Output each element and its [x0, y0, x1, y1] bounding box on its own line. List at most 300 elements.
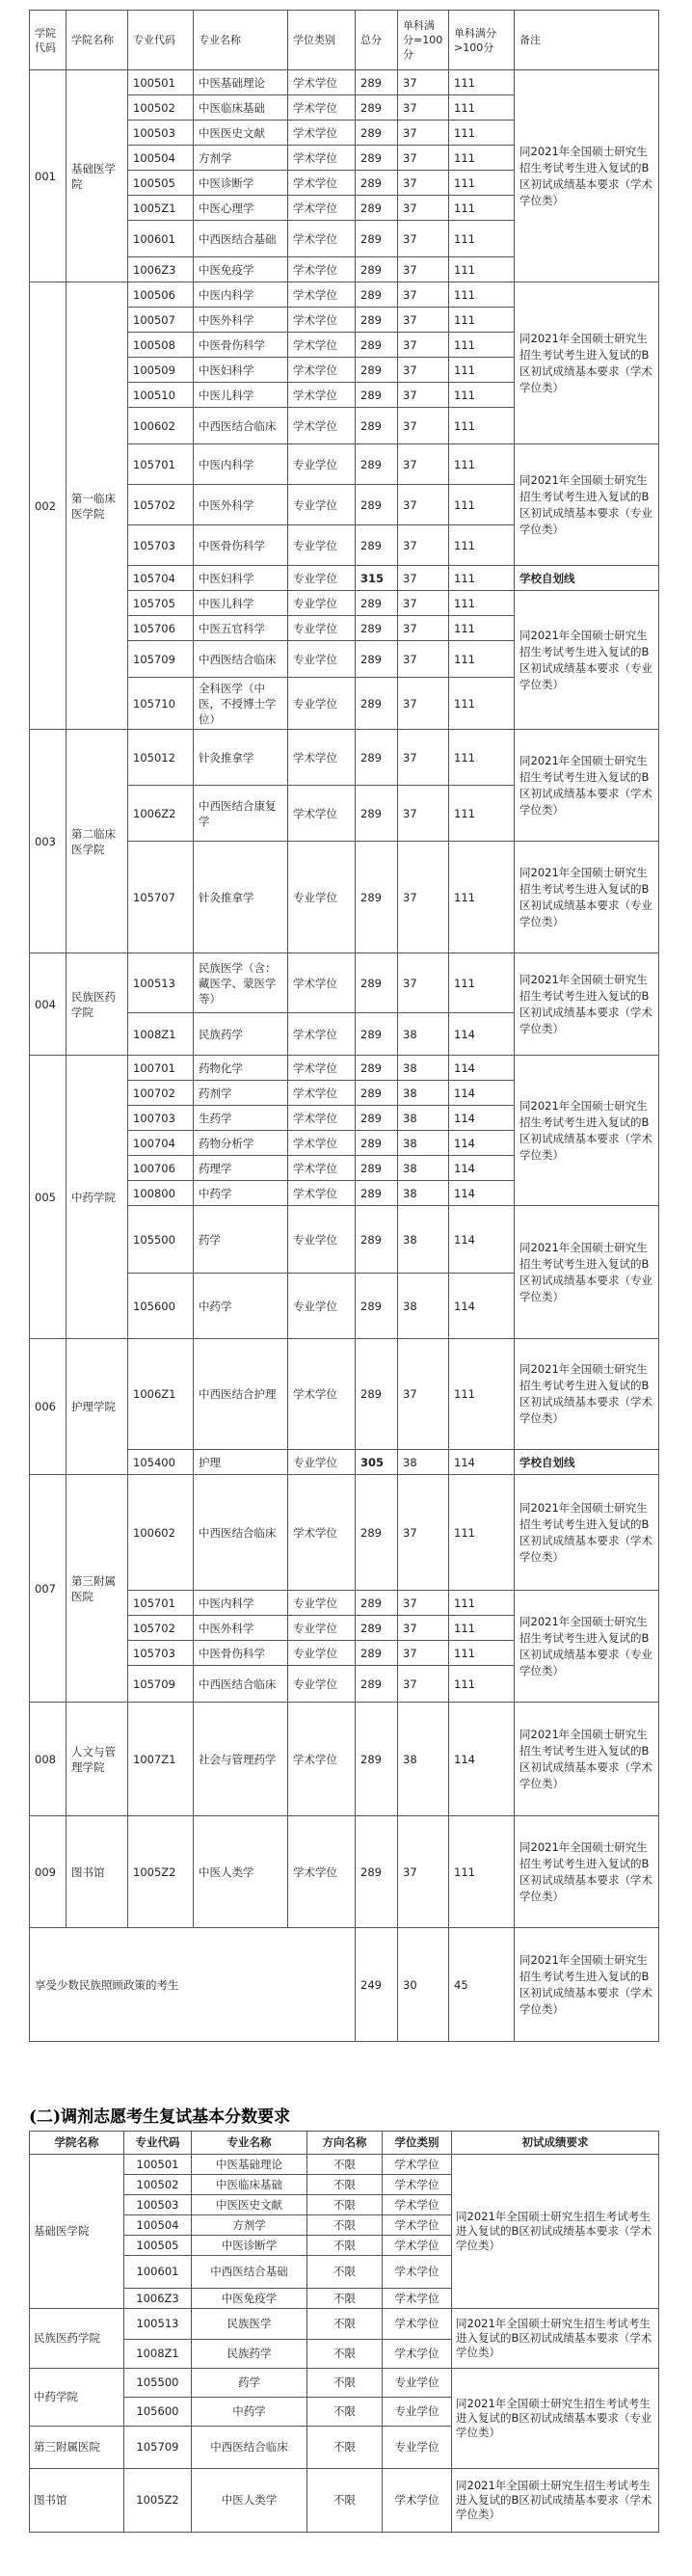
total-score: 289	[356, 1816, 398, 1928]
score-requirement: 同2021年全国硕士研究生招生考试考生进入复试的B区初试成绩基本要求（学术学位类）	[452, 2155, 659, 2309]
score-table-adjustment	[29, 2131, 659, 2533]
single-score-over-100: 111	[449, 842, 515, 953]
degree-type: 专业学位	[288, 525, 356, 566]
major-code: 100507	[128, 308, 194, 333]
major-name: 中西医结合护理	[194, 1339, 288, 1450]
major-code: 1005Z2	[124, 2469, 192, 2533]
total-score: 289	[356, 282, 398, 308]
major-name: 中医骨伤科学	[194, 333, 288, 358]
degree-type: 学术学位	[288, 1475, 356, 1591]
single-score-100: 37	[398, 566, 449, 591]
admission-score-table	[29, 10, 658, 2063]
header-degree-type: 学位类别	[288, 11, 356, 70]
major-code: 105704	[128, 566, 194, 591]
degree-type: 学术学位	[288, 171, 356, 196]
major-name: 方剂学	[194, 146, 288, 171]
total-score: 289	[356, 196, 398, 221]
college-name: 中药学院	[67, 1056, 128, 1339]
score-table-main	[29, 10, 659, 2042]
major-code: 100513	[124, 2309, 192, 2340]
major-code: 105709	[128, 1666, 194, 1703]
degree-type: 专业学位	[383, 2369, 452, 2398]
total-score: 289	[356, 641, 398, 678]
remark-self-line: 学校自划线	[515, 566, 659, 591]
single-score-100: 37	[398, 171, 449, 196]
single-score-100: 38	[398, 1056, 449, 1081]
direction: 不限	[307, 2195, 383, 2215]
total-score: 289	[356, 525, 398, 566]
remark: 同2021年全国硕士研究生招生考试考生进入复试的B区初试成绩基本要求（学术学位类）	[515, 70, 659, 282]
total-score: 289	[356, 1274, 398, 1339]
single-score-over-100: 111	[449, 70, 515, 95]
college-code: 001	[30, 70, 67, 282]
direction: 不限	[307, 2175, 383, 2195]
major-name: 民族医学	[192, 2309, 307, 2340]
total-score: 289	[356, 1339, 398, 1450]
score-requirement: 同2021年全国硕士研究生招生考试考生进入复试的B区初试成绩基本要求（专业学位类）	[452, 2369, 659, 2469]
single-score-over-100: 114	[449, 1013, 515, 1056]
degree-type: 学术学位	[383, 2469, 452, 2533]
header-college: 学院名称	[30, 2132, 124, 2155]
college-code: 007	[30, 1475, 67, 1703]
major-name: 中医诊断学	[192, 2236, 307, 2256]
degree-type: 学术学位	[288, 1816, 356, 1928]
single-score-over-100: 111	[449, 308, 515, 333]
college-name: 基础医学院	[30, 2155, 124, 2309]
single-score-100: 37	[398, 95, 449, 121]
major-code: 105710	[128, 678, 194, 730]
major-code: 100704	[128, 1131, 194, 1156]
college-name: 人文与管理学院	[67, 1703, 128, 1816]
degree-type: 专业学位	[383, 2427, 452, 2469]
major-name: 全科医学（中医，不授博士学位）	[194, 678, 288, 730]
major-name: 中医妇科学	[194, 358, 288, 383]
degree-type: 专业学位	[288, 1666, 356, 1703]
degree-type: 学术学位	[288, 70, 356, 95]
header-major-code: 专业代码	[124, 2132, 192, 2155]
major-code: 100508	[128, 333, 194, 358]
degree-type: 专业学位	[288, 591, 356, 616]
degree-type: 学术学位	[288, 121, 356, 146]
single-score-over-100: 111	[449, 1591, 515, 1616]
college-code: 008	[30, 1703, 67, 1816]
degree-type: 学术学位	[288, 333, 356, 358]
major-code: 100502	[124, 2175, 192, 2195]
degree-type: 学术学位	[288, 1156, 356, 1181]
major-name: 中西医结合临床	[194, 408, 288, 444]
single-score-over-100: 111	[449, 333, 515, 358]
total-score: 289	[356, 383, 398, 408]
single-score-over-100: 114	[449, 1206, 515, 1274]
college-name: 民族医药学院	[67, 953, 128, 1056]
college-name: 民族医药学院	[30, 2309, 124, 2369]
major-name: 中医人类学	[194, 1816, 288, 1928]
single-score-100: 37	[398, 953, 449, 1013]
remark: 同2021年全国硕士研究生招生考试考生进入复试的B区初试成绩基本要求（学术学位类）	[515, 953, 659, 1056]
total-score: 289	[356, 444, 398, 485]
single-score-100: 37	[398, 786, 449, 842]
single-score-over-100: 111	[449, 282, 515, 308]
degree-type: 学术学位	[288, 408, 356, 444]
remark: 同2021年全国硕士研究生招生考试考生进入复试的B区初试成绩基本要求（专业学位类）	[515, 842, 659, 953]
total-score: 289	[356, 730, 398, 786]
single-score-over-100: 111	[449, 1616, 515, 1641]
major-name: 中医人类学	[192, 2469, 307, 2533]
major-code: 100703	[128, 1106, 194, 1131]
degree-type: 学术学位	[288, 1013, 356, 1056]
major-code: 105706	[128, 616, 194, 641]
direction: 不限	[307, 2289, 383, 2309]
single-score-over-100: 114	[449, 1131, 515, 1156]
college-code: 003	[30, 730, 67, 953]
degree-type: 学术学位	[288, 1056, 356, 1081]
single-score-over-100: 111	[449, 221, 515, 257]
total-score: 289	[356, 786, 398, 842]
single-score-100: 37	[398, 308, 449, 333]
college-name: 护理学院	[67, 1339, 128, 1475]
major-code: 100505	[124, 2236, 192, 2256]
single-score-100: 37	[398, 1816, 449, 1928]
major-code: 105600	[124, 2398, 192, 2427]
header-college-name: 学院名称	[67, 11, 128, 70]
total-score: 289	[356, 485, 398, 525]
total-score: 289	[356, 1081, 398, 1106]
total-score: 289	[356, 1181, 398, 1206]
degree-type: 学术学位	[383, 2215, 452, 2236]
remark: 同2021年全国硕士研究生招生考试考生进入复试的B区初试成绩基本要求（学术学位类）	[515, 1928, 659, 2042]
single-score-over-100: 114	[449, 1056, 515, 1081]
major-code: 100702	[128, 1081, 194, 1106]
single-score-over-100: 111	[449, 678, 515, 730]
major-code: 100505	[128, 171, 194, 196]
major-name: 生药学	[194, 1106, 288, 1131]
degree-type: 学术学位	[383, 2155, 452, 2175]
degree-type: 学术学位	[288, 146, 356, 171]
single-score-over-100: 114	[449, 1450, 515, 1475]
major-code: 100504	[128, 146, 194, 171]
major-code: 105709	[128, 641, 194, 678]
header-degree-type: 学位类别	[383, 2132, 452, 2155]
major-name: 中西医结合临床	[192, 2427, 307, 2469]
degree-type: 专业学位	[288, 485, 356, 525]
single-score-100: 37	[398, 1666, 449, 1703]
major-code: 100601	[124, 2256, 192, 2289]
major-name: 中西医结合基础	[194, 221, 288, 257]
single-score-100: 37	[398, 616, 449, 641]
major-code: 1005Z1	[128, 196, 194, 221]
single-score-over-100: 111	[449, 444, 515, 485]
total-score: 289	[356, 1616, 398, 1641]
single-score-over-100: 45	[449, 1928, 515, 2042]
degree-type: 专业学位	[288, 1206, 356, 1274]
major-code: 105705	[128, 591, 194, 616]
major-code: 100501	[128, 70, 194, 95]
major-name: 中药学	[192, 2398, 307, 2427]
total-score: 289	[356, 70, 398, 95]
header-major-name: 专业名称	[192, 2132, 307, 2155]
adjustment-score-table	[29, 2131, 658, 2564]
degree-type: 专业学位	[288, 1274, 356, 1339]
single-score-over-100: 111	[449, 730, 515, 786]
degree-type: 学术学位	[383, 2340, 452, 2369]
major-name: 中西医结合临床	[194, 1475, 288, 1591]
single-score-100: 37	[398, 196, 449, 221]
major-name: 中医骨伤科学	[194, 1641, 288, 1666]
major-code: 105707	[128, 842, 194, 953]
major-name: 中医临床基础	[192, 2175, 307, 2195]
total-score: 289	[356, 842, 398, 953]
major-name: 中西医结合基础	[192, 2256, 307, 2289]
major-code: 1008Z1	[128, 1013, 194, 1056]
major-name: 中西医结合康复学	[194, 786, 288, 842]
major-name: 中医免疫学	[194, 257, 288, 282]
major-name: 中药学	[194, 1274, 288, 1339]
major-name: 中医心理学	[194, 196, 288, 221]
total-score: 289	[356, 333, 398, 358]
degree-type: 学术学位	[288, 1081, 356, 1106]
header-college-code: 学院代码	[30, 11, 67, 70]
total-score: 289	[356, 221, 398, 257]
degree-type: 专业学位	[288, 566, 356, 591]
single-score-over-100: 111	[449, 358, 515, 383]
single-score-over-100: 111	[449, 1666, 515, 1703]
major-name: 药物化学	[194, 1056, 288, 1081]
remark: 同2021年全国硕士研究生招生考试考生进入复试的B区初试成绩基本要求（学术学位类）	[515, 1703, 659, 1816]
remark: 同2021年全国硕士研究生招生考试考生进入复试的B区初试成绩基本要求（学术学位类）	[515, 1339, 659, 1450]
remark: 同2021年全国硕士研究生招生考试考生进入复试的B区初试成绩基本要求（专业学位类）	[515, 444, 659, 566]
total-score: 289	[356, 358, 398, 383]
degree-type: 学术学位	[288, 95, 356, 121]
degree-type: 学术学位	[288, 358, 356, 383]
degree-type: 学术学位	[288, 1106, 356, 1131]
header-score-requirement: 初试成绩要求	[452, 2132, 659, 2155]
single-score-100: 38	[398, 1131, 449, 1156]
total-score: 289	[356, 1666, 398, 1703]
major-name: 针灸推拿学	[194, 730, 288, 786]
degree-type: 学术学位	[288, 730, 356, 786]
major-name: 中医基础理论	[192, 2155, 307, 2175]
major-name: 中西医结合临床	[194, 641, 288, 678]
major-code: 100503	[128, 121, 194, 146]
college-code: 004	[30, 953, 67, 1056]
single-score-over-100: 111	[449, 1641, 515, 1666]
remark: 同2021年全国硕士研究生招生考试考生进入复试的B区初试成绩基本要求（专业学位类）	[515, 591, 659, 730]
single-score-100: 37	[398, 444, 449, 485]
direction: 不限	[307, 2215, 383, 2236]
direction: 不限	[307, 2155, 383, 2175]
single-score-over-100: 114	[449, 1106, 515, 1131]
college-code: 005	[30, 1056, 67, 1339]
single-score-over-100: 111	[449, 485, 515, 525]
total-score: 289	[356, 1703, 398, 1816]
major-code: 1005Z2	[128, 1816, 194, 1928]
degree-type: 学术学位	[288, 383, 356, 408]
degree-type: 学术学位	[383, 2256, 452, 2289]
major-code: 105500	[128, 1206, 194, 1274]
total-score: 289	[356, 95, 398, 121]
header-direction: 方向名称	[307, 2132, 383, 2155]
total-score: 305	[356, 1450, 398, 1475]
total-score: 289	[356, 1475, 398, 1591]
college-name: 第二临床医学院	[67, 730, 128, 953]
single-score-100: 37	[398, 525, 449, 566]
major-name: 中医医史文献	[194, 121, 288, 146]
single-score-100: 37	[398, 146, 449, 171]
single-score-100: 37	[398, 70, 449, 95]
total-score: 289	[356, 1013, 398, 1056]
major-name: 中医诊断学	[194, 171, 288, 196]
major-name: 针灸推拿学	[194, 842, 288, 953]
major-name: 中医医史文献	[192, 2195, 307, 2215]
single-score-100: 37	[398, 1339, 449, 1450]
degree-type: 学术学位	[288, 257, 356, 282]
major-name: 药理学	[194, 1156, 288, 1181]
major-name: 中医临床基础	[194, 95, 288, 121]
single-score-100: 38	[398, 1206, 449, 1274]
degree-type: 学术学位	[383, 2309, 452, 2340]
major-code: 100800	[128, 1181, 194, 1206]
total-score: 289	[356, 257, 398, 282]
total-score: 289	[356, 591, 398, 616]
single-score-over-100: 114	[449, 1274, 515, 1339]
degree-type: 学术学位	[288, 308, 356, 333]
single-score-100: 37	[398, 1616, 449, 1641]
single-score-100: 37	[398, 383, 449, 408]
score-requirement: 同2021年全国硕士研究生招生考试考生进入复试的B区初试成绩基本要求（学术学位类）	[452, 2469, 659, 2533]
major-code: 1006Z1	[128, 1339, 194, 1450]
major-code: 1006Z2	[128, 786, 194, 842]
degree-type: 专业学位	[288, 444, 356, 485]
single-score-over-100: 111	[449, 953, 515, 1013]
major-name: 中医妇科学	[194, 566, 288, 591]
major-code: 100510	[128, 383, 194, 408]
degree-type: 学术学位	[288, 221, 356, 257]
header-single-100: 单科满分=100分	[398, 11, 449, 70]
major-code: 100701	[128, 1056, 194, 1081]
direction: 不限	[307, 2340, 383, 2369]
degree-type: 学术学位	[288, 1339, 356, 1450]
total-score: 315	[356, 566, 398, 591]
single-score-over-100: 111	[449, 786, 515, 842]
single-score-100: 37	[398, 257, 449, 282]
total-score: 289	[356, 1641, 398, 1666]
total-score: 289	[356, 1131, 398, 1156]
major-name: 药学	[194, 1206, 288, 1274]
single-score-over-100: 111	[449, 566, 515, 591]
total-score: 289	[356, 1056, 398, 1081]
total-score: 249	[356, 1928, 398, 2042]
degree-type: 专业学位	[288, 616, 356, 641]
major-code: 105500	[124, 2369, 192, 2398]
single-score-over-100: 111	[449, 121, 515, 146]
major-code: 105703	[128, 525, 194, 566]
major-name: 中医外科学	[194, 485, 288, 525]
single-score-100: 37	[398, 678, 449, 730]
college-name: 第三附属医院	[67, 1475, 128, 1703]
major-name: 民族医学（含：藏医学、蒙医学等）	[194, 953, 288, 1013]
major-name: 中医儿科学	[194, 591, 288, 616]
single-score-over-100: 111	[449, 408, 515, 444]
single-score-100: 37	[398, 1641, 449, 1666]
degree-type: 学术学位	[288, 1181, 356, 1206]
single-score-over-100: 111	[449, 1816, 515, 1928]
degree-type: 专业学位	[288, 1641, 356, 1666]
major-code: 105702	[128, 485, 194, 525]
direction: 不限	[307, 2369, 383, 2398]
single-score-over-100: 111	[449, 95, 515, 121]
direction: 不限	[307, 2398, 383, 2427]
major-code: 105012	[128, 730, 194, 786]
single-score-100: 37	[398, 842, 449, 953]
single-score-over-100: 111	[449, 1339, 515, 1450]
total-score: 289	[356, 953, 398, 1013]
major-code: 105701	[128, 444, 194, 485]
remark: 同2021年全国硕士研究生招生考试考生进入复试的B区初试成绩基本要求（专业学位类）	[515, 1206, 659, 1339]
major-name: 中医外科学	[194, 1616, 288, 1641]
single-score-over-100: 114	[449, 1703, 515, 1816]
degree-type: 学术学位	[383, 2289, 452, 2309]
single-score-over-100: 111	[449, 257, 515, 282]
minority-policy-label: 享受少数民族照顾政策的考生	[30, 1928, 356, 2042]
single-score-100: 38	[398, 1156, 449, 1181]
major-code: 1008Z1	[124, 2340, 192, 2369]
section-title-adjustment: (二)调剂志愿考生复试基本分数要求	[29, 2107, 291, 2127]
remark: 同2021年全国硕士研究生招生考试考生进入复试的B区初试成绩基本要求（学术学位类）	[515, 282, 659, 444]
college-name: 中药学院	[30, 2369, 124, 2427]
direction: 不限	[307, 2427, 383, 2469]
major-name: 药学	[192, 2369, 307, 2398]
major-code: 100502	[128, 95, 194, 121]
college-code: 006	[30, 1339, 67, 1475]
single-score-100: 38	[398, 1181, 449, 1206]
major-code: 100504	[124, 2215, 192, 2236]
single-score-over-100: 111	[449, 1475, 515, 1591]
degree-type: 学术学位	[288, 786, 356, 842]
major-name: 药剂学	[194, 1081, 288, 1106]
degree-type: 专业学位	[288, 641, 356, 678]
single-score-100: 37	[398, 591, 449, 616]
total-score: 289	[356, 1591, 398, 1616]
major-name: 中医基础理论	[194, 70, 288, 95]
remark-self-line: 学校自划线	[515, 1450, 659, 1475]
major-name: 中医儿科学	[194, 383, 288, 408]
total-score: 289	[356, 171, 398, 196]
major-code: 1007Z1	[128, 1703, 194, 1816]
degree-type: 专业学位	[288, 1450, 356, 1475]
total-score: 289	[356, 678, 398, 730]
major-name: 中医免疫学	[192, 2289, 307, 2309]
degree-type: 专业学位	[288, 1591, 356, 1616]
single-score-over-100: 114	[449, 1181, 515, 1206]
single-score-100: 38	[398, 1450, 449, 1475]
major-name: 中医骨伤科学	[194, 525, 288, 566]
major-code: 105702	[128, 1616, 194, 1641]
major-name: 中医内科学	[194, 444, 288, 485]
degree-type: 学术学位	[383, 2195, 452, 2215]
single-score-over-100: 111	[449, 383, 515, 408]
single-score-100: 37	[398, 1475, 449, 1591]
degree-type: 学术学位	[288, 1131, 356, 1156]
single-score-over-100: 111	[449, 171, 515, 196]
single-score-100: 37	[398, 641, 449, 678]
college-name: 基础医学院	[67, 70, 128, 282]
major-name: 民族药学	[194, 1013, 288, 1056]
college-code: 002	[30, 282, 67, 730]
total-score: 289	[356, 121, 398, 146]
single-score-over-100: 111	[449, 616, 515, 641]
total-score: 289	[356, 1156, 398, 1181]
header-single-over-100: 单科满分>100分	[449, 11, 515, 70]
